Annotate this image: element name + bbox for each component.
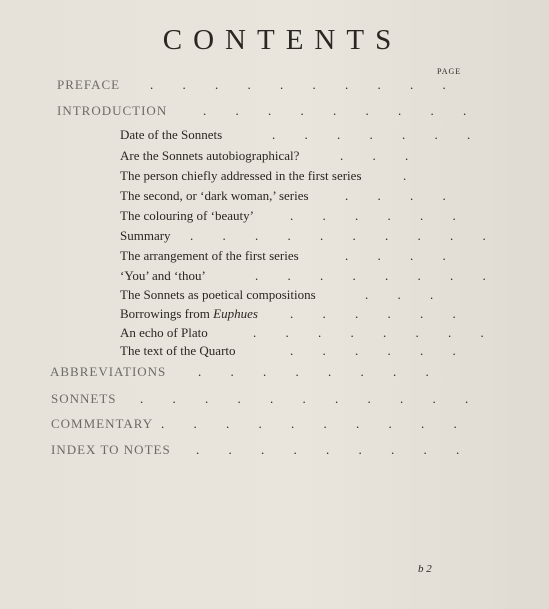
leader-dots: . . . . . . . .: [253, 325, 497, 340]
leader-dots: . . . . . . . . . .: [150, 77, 459, 92]
signature-mark: b 2: [418, 563, 432, 575]
entry-label: An echo of Plato: [120, 325, 208, 340]
leader-dots: . . . . . . . . . . .: [140, 391, 482, 406]
entry-label: COMMENTARY: [51, 416, 154, 431]
leader-dots: . . . .: [345, 188, 459, 203]
leader-dots: . . . . . . . .: [198, 364, 442, 379]
entry-label: The arrangement of the first series: [120, 248, 299, 263]
leader-dots: . . .: [365, 287, 447, 302]
entry-label: PREFACE: [57, 77, 121, 92]
leader-dots: . . . . . .: [290, 343, 469, 358]
leader-dots: . . . . . . . . . .: [190, 228, 499, 243]
page-column-label: PAGE: [437, 67, 462, 76]
leader-dots: . . . . . . .: [272, 127, 484, 142]
entry-label: Are the Sonnets autobiographical?: [120, 148, 300, 163]
label-italic-title: Euphues: [213, 306, 258, 321]
leader-dots: . . .: [340, 148, 422, 163]
entry-label: The colouring of ‘beauty’: [120, 208, 254, 223]
leader-dots: . . . . . . . . .: [196, 442, 473, 457]
entry-label: Date of the Sonnets: [120, 127, 223, 142]
entry-label: INDEX TO NOTES: [51, 442, 171, 457]
leader-dots: . . . .: [345, 248, 459, 263]
leader-dots: . . . . . . . . .: [203, 103, 480, 118]
leader-dots: . . . . . .: [290, 208, 469, 223]
entry-label: The person chiefly addressed in the first series: [120, 168, 362, 183]
leader-dots: . . . . . . . . . .: [161, 416, 470, 431]
leader-dots: .: [403, 168, 420, 183]
entry-label: INTRODUCTION: [57, 103, 168, 118]
entry-label: Summary: [120, 228, 171, 243]
entry-label: [120, 304, 258, 324]
page-title: CONTENTS: [162, 24, 403, 56]
entry-label: SONNETS: [51, 391, 117, 406]
leader-dots: . . . . . .: [290, 306, 469, 321]
entry-label: The text of the Quarto: [120, 343, 236, 358]
entry-label: The second, or ‘dark woman,’ series: [120, 188, 309, 203]
entry-label: ABBREVIATIONS: [50, 364, 167, 379]
entry-label: The Sonnets as poetical compositions: [120, 287, 316, 302]
label-text: Borrowings from: [120, 306, 214, 321]
entry-label: ‘You’ and ‘thou’: [120, 268, 206, 283]
leader-dots: . . . . . . . .: [255, 268, 499, 283]
